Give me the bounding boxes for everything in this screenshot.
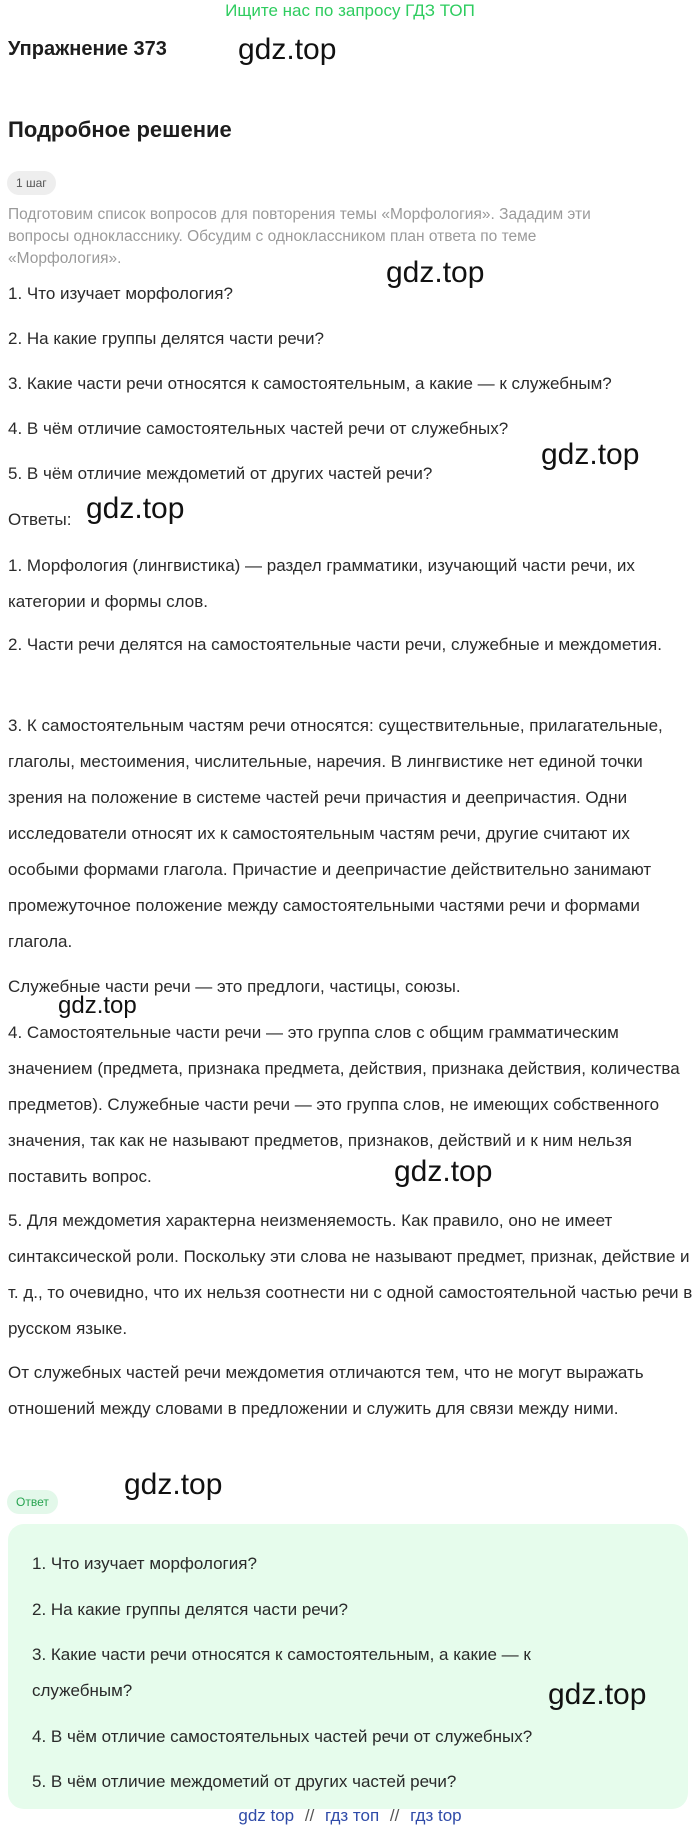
answer-box-item: 1. Что изучает морфология? — [32, 1554, 257, 1573]
answer-paragraph: Служебные части речи — это предлоги, частицы, союзы. — [8, 977, 461, 996]
watermark: gdz.top — [548, 1678, 647, 1711]
exercise-title: Упражнение 373 — [8, 38, 167, 60]
answer-badge: Ответ — [7, 1490, 58, 1514]
watermark: gdz.top — [86, 492, 185, 525]
answer-box-item: 2. На какие группы делятся части речи? — [32, 1600, 348, 1619]
answer-paragraph: 1. Морфология (лингвистика) — раздел грамматики, изучающий части речи, их категории и формы слов. — [8, 556, 635, 611]
question-item: 2. На какие группы делятся части речи? — [8, 329, 324, 348]
answer-paragraph: От служебных частей речи междометия отличаются тем, что не могут выражать отношений между словами в предложении и служить для связи между ними. — [8, 1363, 644, 1418]
question-item: 3. Какие части речи относятся к самостоятельным, а какие — к служебным? — [8, 374, 612, 393]
answer-box-item: 3. Какие части речи относятся к самостоятельным, а какие — к служебным? — [32, 1645, 531, 1700]
answer-paragraph: 5. Для междометия характерна неизменяемость. Как правило, оно не имеет синтаксической роли. Поскольку эти слова не называют предмет, признак, действие и т. д., то очевидно, что их нельзя соотнести ни с одной самостоятельной частью речи в русском языке. — [8, 1211, 693, 1338]
top-banner: Ищите нас по запросу ГДЗ ТОП — [225, 1, 475, 20]
footer-link-gdz-top-ru[interactable]: гдз топ — [325, 1806, 380, 1825]
watermark: gdz.top — [394, 1155, 493, 1188]
step-badge: 1 шаг — [7, 171, 56, 195]
footer-link-gdz-top[interactable]: gdz top — [238, 1806, 295, 1825]
intro-text: Подготовим список вопросов для повторения темы «Морфология». Зададим эти вопросы однокласснику. Обсудим с одноклассником план ответа по теме «Морфология». — [8, 206, 591, 267]
footer-separator: // — [389, 1806, 400, 1825]
question-item: 4. В чём отличие самостоятельных частей речи от служебных? — [8, 419, 509, 438]
watermark: gdz.top — [58, 992, 137, 1019]
watermark: gdz.top — [386, 256, 485, 289]
answer-paragraph: 2. Части речи делятся на самостоятельные части речи, служебные и междометия. — [8, 635, 662, 654]
question-item: 5. В чём отличие междометий от других частей речи? — [8, 464, 433, 483]
answer-box-item: 4. В чём отличие самостоятельных частей речи от служебных? — [32, 1727, 533, 1746]
answer-box-item: 5. В чём отличие междометий от других частей речи? — [32, 1772, 457, 1791]
question-item: 1. Что изучает морфология? — [8, 284, 233, 303]
watermark: gdz.top — [541, 438, 640, 471]
footer-link-gdz-top-mixed[interactable]: гдз top — [410, 1806, 462, 1825]
section-title: Подробное решение — [8, 117, 232, 142]
answers-label: Ответы: — [8, 510, 72, 529]
watermark: gdz.top — [124, 1468, 223, 1501]
footer-separator: // — [304, 1806, 315, 1825]
answer-paragraph: 3. К самостоятельным частям речи относятся: существительные, прилагательные, глаголы, местоимения, числительные, наречия. В лингвистике нет единой точки зрения на положение в системе частей речи причастия и деепричастия. Одни исследователи относят их к самостоятельным частям речи, другие считают их особыми формами глагола. Причастие и деепричастие действительно занимают промежуточное положение между самостоятельными частями речи и формами глагола. — [8, 716, 663, 951]
answer-paragraph: 4. Самостоятельные части речи — это группа слов с общим грамматическим значением (предмета, признака предмета, действия, признака действия, количества предметов). Служебные части речи — это группа слов, не имеющих собственного значения, так как не называют предметов, признаков, действий и к ним нельзя поставить вопрос. — [8, 1023, 680, 1186]
watermark: gdz.top — [238, 33, 337, 66]
footer-links — [0, 1806, 700, 1826]
